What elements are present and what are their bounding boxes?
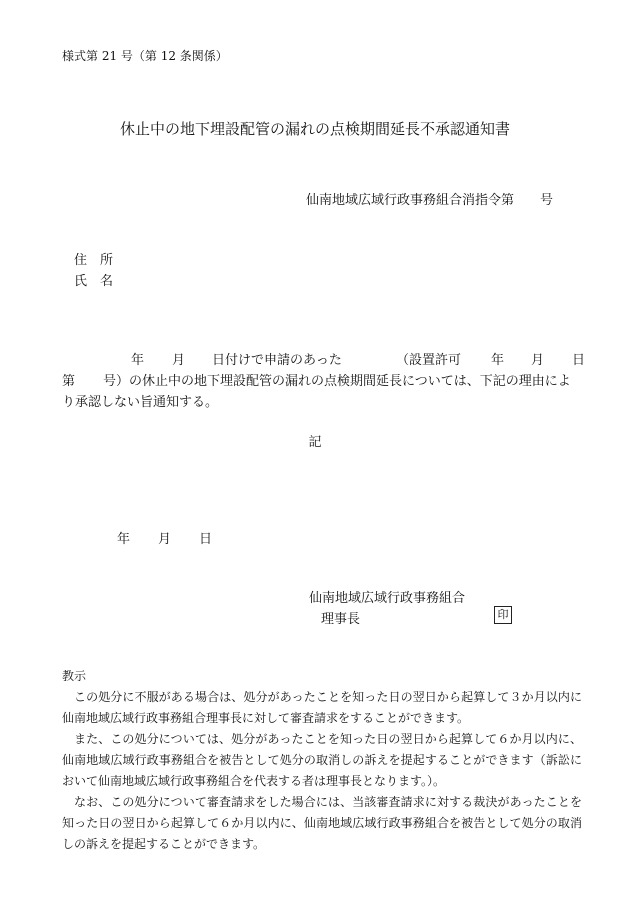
instruction-paragraph: この処分に不服がある場合は、処分があったことを知った日の翌日から起算して３か月以内に仙南地域広域行政事務組合理事長に対して審査請求をすることができます。 <box>62 690 582 725</box>
page-title: 休止中の地下埋設配管の漏れの点検期間延長不承認通知書 <box>119 120 510 138</box>
instructions-body <box>62 687 582 855</box>
form-number: 様式第 21 号（第 12 条関係） <box>62 49 228 63</box>
body-line3: り承認しない旨通知する。 <box>62 395 219 410</box>
body-date-day-phrase: 日付けで申請のあった <box>212 353 342 368</box>
body-date-month: 月 <box>172 353 186 368</box>
body-line2-dai: 第 <box>62 374 76 389</box>
name-label: 氏 名 <box>74 274 114 289</box>
seal-mark: 印 <box>494 606 512 624</box>
issue-date: 年 月 日 <box>117 532 213 547</box>
doc-number-suffix: 号 <box>540 193 554 208</box>
ki-heading: 記 <box>308 435 322 450</box>
body-permit-month: 月 <box>531 353 545 368</box>
body-permit-day: 日 <box>572 353 586 368</box>
document-number <box>306 189 553 208</box>
body-permit-open: （設置許可 <box>396 353 462 368</box>
body-line2-text: 号）の休止中の地下埋設配管の漏れの点検期間延長については、下記の理由によ <box>103 374 571 389</box>
address-label: 住 所 <box>74 253 114 268</box>
instructions-heading: 教示 <box>62 669 87 683</box>
doc-number-prefix: 仙南地域広域行政事務組合消指令第 <box>306 193 515 208</box>
issuer-title: 理事長 <box>321 612 361 627</box>
instruction-paragraph: また、この処分については、処分があったことを知った日の翌日から起算して６か月以内に、仙南地域広域行政事務組合を被告として処分の取消しの訴えを提起することができます（訴訟において仙南地域広域行政事務組合を代表する者は理事長となります。）。 <box>62 732 582 788</box>
body-permit-year: 年 <box>491 353 505 368</box>
issuer-organization: 仙南地域広域行政事務組合 <box>309 591 466 606</box>
body-date-year: 年 <box>131 353 145 368</box>
instruction-paragraph: なお、この処分について審査請求をした場合には、当該審査請求に対する裁決があったことを知った日の翌日から起算して６か月以内に、仙南地域広域行政事務組合を被告として処分の取消しの訴えを提起することができます。 <box>62 795 582 851</box>
